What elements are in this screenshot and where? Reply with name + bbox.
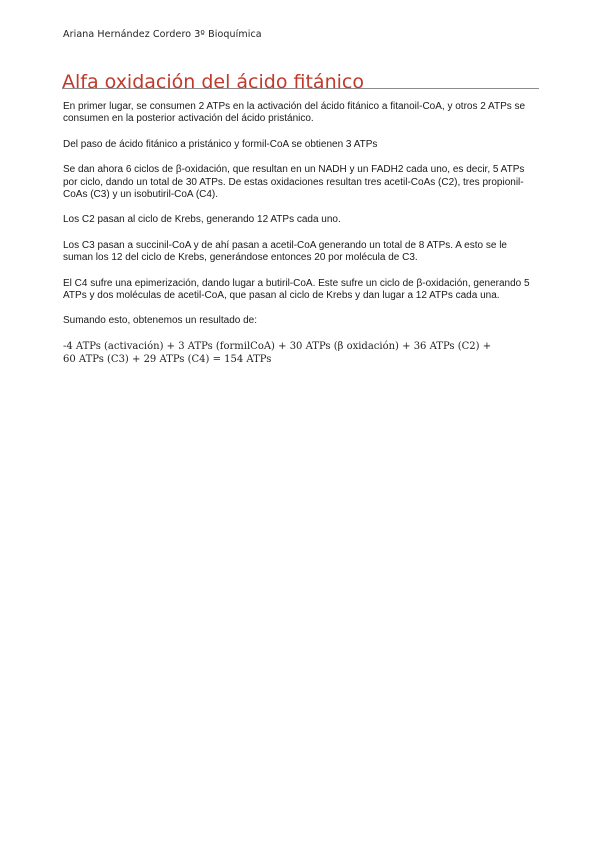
paragraph-beta-oxidation: Se dan ahora 6 ciclos de β-oxidación, que resultan en un NADH y un FADH2 cada uno, es decir, 5 ATPs por ciclo, dando un total de 30 ATPs. De estas oxidaciones resultan tres acetil-CoAs (C2), tres propionil-CoAs (C3) y un isobutiril-CoA (C4).	[63, 164, 525, 201]
document-body	[63, 101, 537, 366]
page-title: Alfa oxidación del ácido fitánico	[62, 70, 364, 93]
paragraph-summary-intro: Sumando esto, obtenemos un resultado de:	[63, 315, 258, 327]
paragraph-c4: El C4 sufre una epimerización, dando lugar a butiril-CoA. Este sufre un ciclo de β-oxidación, generando 5 ATPs y dos moléculas de acetil-CoA, que pasan al ciclo de Krebs y dan lugar a 12 ATPs cada una.	[63, 277, 530, 302]
page-header: Ariana Hernández Cordero 3º Bioquímica	[63, 29, 262, 40]
paragraph-c2: Los C2 pasan al ciclo de Krebs, generando 12 ATPs cada uno.	[63, 214, 341, 226]
formula-line-2: 60 ATPs (C3) + 29 ATPs (C4) = 154 ATPs	[63, 353, 272, 365]
title-divider	[62, 88, 539, 89]
atp-total-formula	[63, 340, 537, 366]
paragraph-c3: Los C3 pasan a succinil-CoA y de ahí pasan a acetil-CoA generando un total de 8 ATPs. A esto se le suman los 12 del ciclo de Krebs, generándose entonces 20 por molécula de C3.	[63, 239, 507, 264]
paragraph-formyl-coa: Del paso de ácido fitánico a pristánico y formil-CoA se obtienen 3 ATPs	[63, 138, 378, 150]
formula-line-1: -4 ATPs (activación) + 3 ATPs (formilCoA) + 30 ATPs (β oxidación) + 36 ATPs (C2) +	[63, 340, 492, 352]
paragraph-activation: En primer lugar, se consumen 2 ATPs en la activación del ácido fitánico a fitanoil-CoA, y otros 2 ATPs se consumen en la posterior activación del ácido pristánico.	[63, 101, 526, 125]
